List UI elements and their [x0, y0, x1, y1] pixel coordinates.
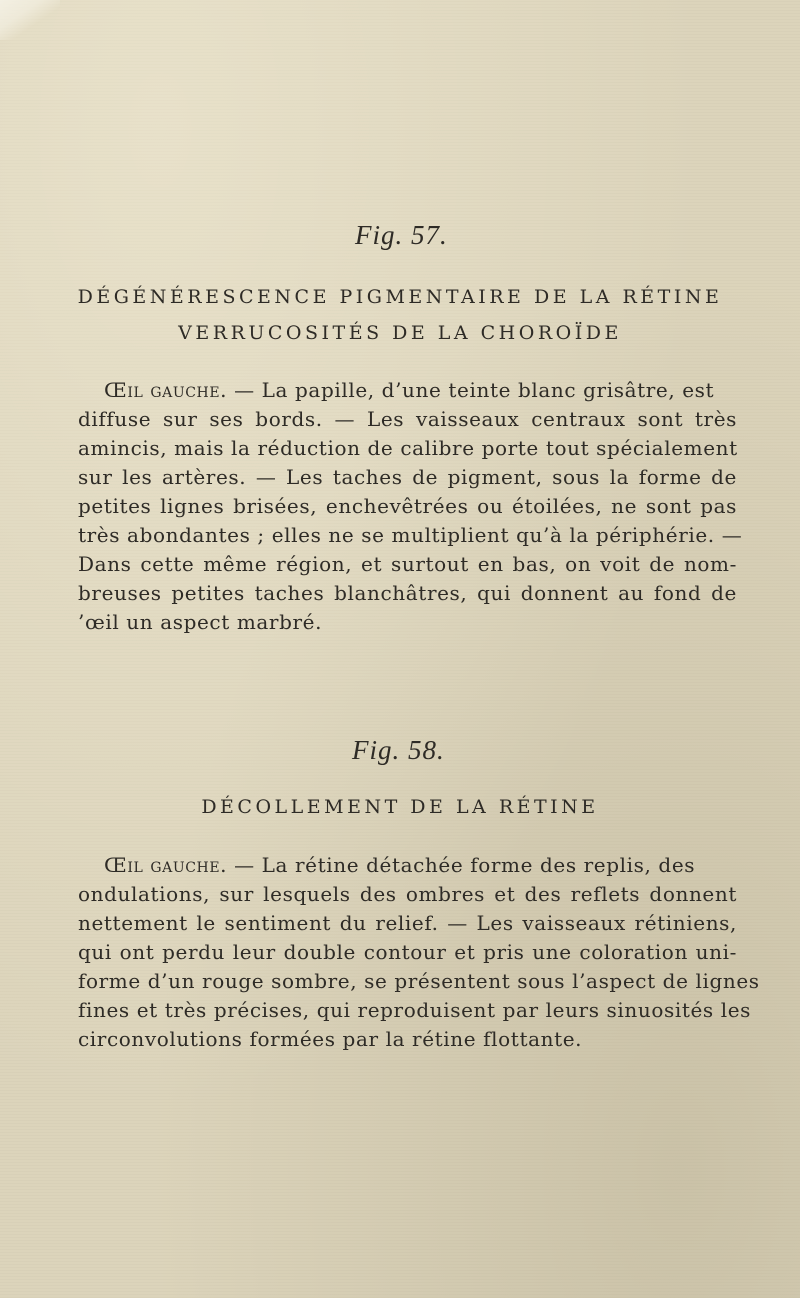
- figure-57-line-3: amincis, mais la réduction de calibre porte tout spécialement: [78, 436, 738, 460]
- figure-57-line-1: [104, 376, 737, 405]
- figure-58-line-6: fines et très précises, qui reproduisent par leurs sinuosités les: [78, 998, 752, 1022]
- figure-57-caption-line-2: VERRUCOSITÉS DE LA CHOROÏDE: [178, 322, 622, 344]
- figure-58-label: Fig. 58.: [352, 735, 445, 765]
- figure-57-caption-line-1: DÉGÉNÉRESCENCE PIGMENTAIRE DE LA RÉTINE: [77, 286, 723, 308]
- figure-57-line-8: breuses petites taches blanchâtres, qui donnent au fond de: [78, 581, 737, 605]
- figure-58-lead: Œil gauche.: [104, 853, 228, 877]
- figure-58-line-3: nettement le sentiment du relief. — Les vaisseaux rétiniens,: [78, 911, 737, 935]
- figure-58-line-1: [104, 851, 737, 880]
- figure-58-caption-line-1: DÉCOLLEMENT DE LA RÉTINE: [201, 796, 599, 818]
- figure-58-line-7: circonvolutions formées par la rétine flottante.: [78, 1027, 583, 1051]
- figure-57-line-7: Dans cette même région, et surtout en bas, on voit de nom-: [78, 552, 737, 576]
- figure-57-line-5: petites lignes brisées, enchevêtrées ou étoilées, ne sont pas: [78, 494, 737, 518]
- figure-57-line-9: ’œil un aspect marbré.: [78, 610, 323, 634]
- figure-58-line-4: qui ont perdu leur double contour et pris une coloration uni-: [78, 940, 737, 964]
- figure-58-line-5: forme d’un rouge sombre, se présentent sous l’aspect de lignes: [78, 969, 760, 993]
- figure-57-line-4: sur les artères. — Les taches de pigment, sous la forme de: [78, 465, 737, 489]
- figure-57-line-2: diffuse sur ses bords. — Les vaisseaux centraux sont très: [78, 407, 737, 431]
- page-corner-fold: [0, 0, 60, 40]
- figure-57-line-1-text: — La papille, d’une teinte blanc grisâtre, est: [234, 378, 715, 402]
- figure-57-line-6: très abondantes ; elles ne se multiplient qu’à la périphérie. —: [78, 523, 743, 547]
- figure-57-lead: Œil gauche.: [104, 378, 228, 402]
- figure-58-line-2: ondulations, sur lesquels des ombres et des reflets donnent: [78, 882, 737, 906]
- figure-57-label: Fig. 57.: [355, 220, 448, 250]
- figure-58-line-1-text: — La rétine détachée forme des replis, des: [234, 853, 696, 877]
